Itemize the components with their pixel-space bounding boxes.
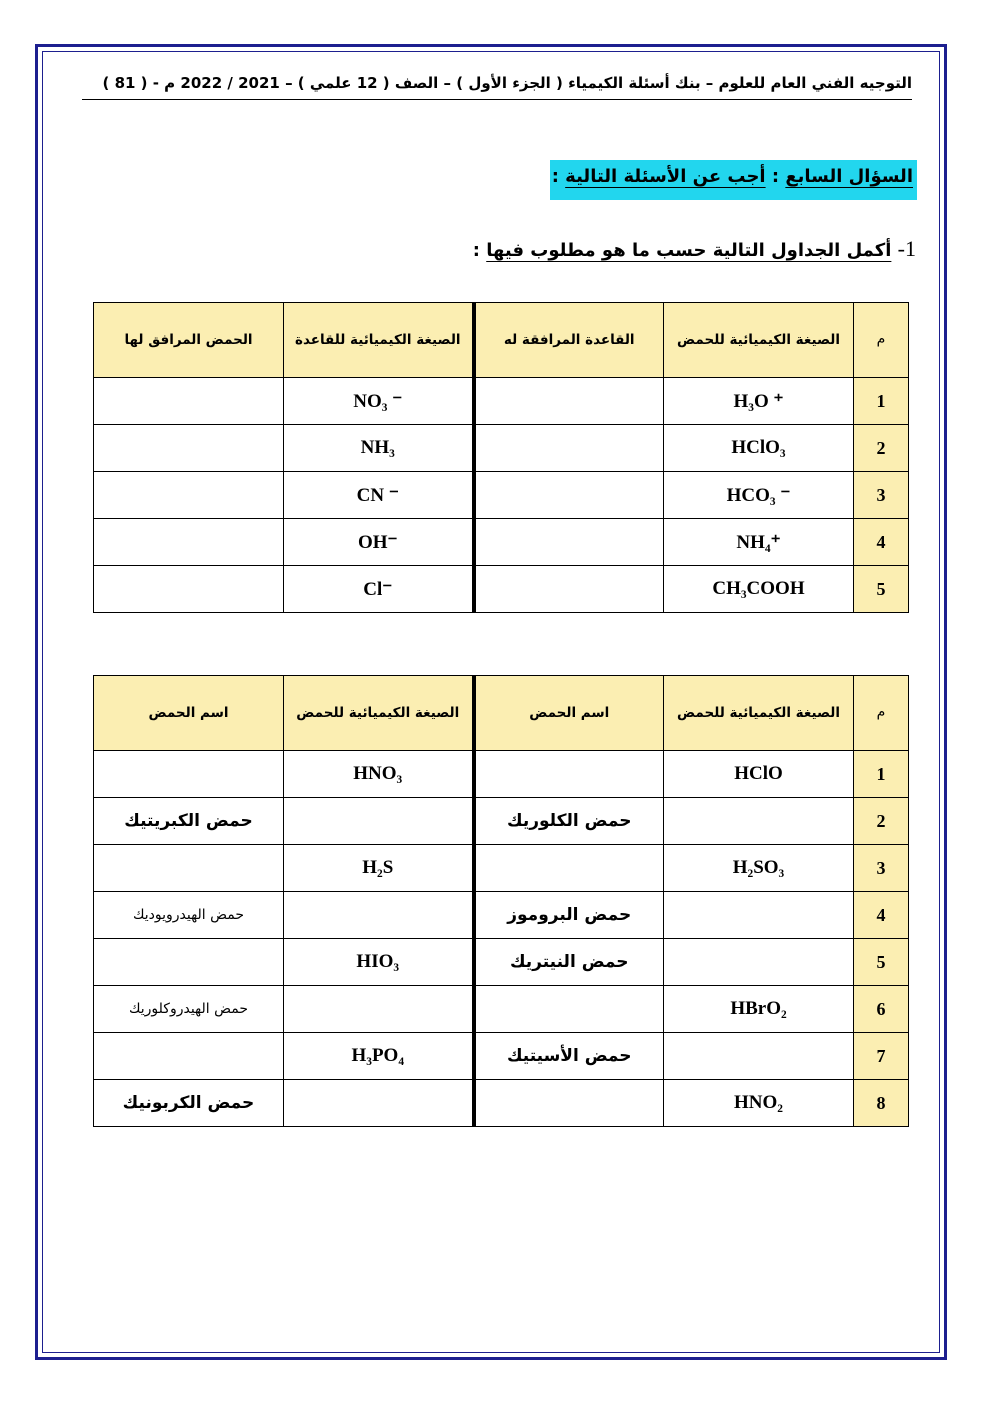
row-number: 8 [854, 1080, 909, 1127]
acid-formula-cell: HCO₃ ⁻ [664, 472, 854, 519]
acid-name-cell[interactable] [94, 845, 284, 892]
conj-acid-cell[interactable] [94, 566, 284, 613]
acid-name-cell[interactable] [474, 751, 664, 798]
base-formula-cell: CN ⁻ [284, 472, 474, 519]
table-row [94, 892, 909, 939]
acid-formula-cell[interactable]: H₂S [284, 845, 474, 892]
instruction [456, 236, 916, 262]
acid-name-cell[interactable] [94, 1033, 284, 1080]
acid-formula-cell[interactable] [664, 1033, 854, 1080]
base-formula-cell: NH₃ [284, 425, 474, 472]
acid-name-cell[interactable] [94, 751, 284, 798]
row-number: 1 [854, 378, 909, 425]
base-formula-cell: OH⁻ [284, 519, 474, 566]
header-name1: اسم الحمض [474, 676, 664, 751]
conj-base-cell[interactable] [474, 519, 664, 566]
conj-base-cell[interactable] [474, 425, 664, 472]
header-text: التوجيه الفني العام للعلوم – بنك أسئلة الكيمياء ( الجزء الأول ) – الصف ( 12 علمي ) – 2021 / 2022 م - [147, 74, 912, 92]
row-number: 3 [854, 472, 909, 519]
table-row [94, 378, 909, 425]
acid-name-cell[interactable]: حمض الكربونيك [94, 1080, 284, 1127]
table-header-row [94, 676, 909, 751]
table-row [94, 939, 909, 986]
acid-formula-cell: CH₃COOH [664, 566, 854, 613]
conj-base-cell[interactable] [474, 566, 664, 613]
acid-formula-cell: H₃O ⁺ [664, 378, 854, 425]
acid-formula-cell[interactable] [284, 986, 474, 1033]
acid-formula-cell[interactable] [284, 892, 474, 939]
header-m: م [854, 676, 909, 751]
instruction-end: : [472, 240, 487, 261]
header-m: م [854, 303, 909, 378]
row-number: 2 [854, 798, 909, 845]
acid-name-cell[interactable]: حمض الكبريتيك [94, 798, 284, 845]
acid-name-cell[interactable]: حمض الهيدروكلوريك [94, 986, 284, 1033]
acid-formula-cell[interactable]: HClO [664, 751, 854, 798]
row-number: 1 [854, 751, 909, 798]
acid-formula-cell[interactable]: H₃PO₄ [284, 1033, 474, 1080]
conjugate-pairs-table [93, 302, 909, 613]
row-number: 4 [854, 892, 909, 939]
table-header-row [94, 303, 909, 378]
header-acid-formula: الصيغة الكيميائية للحمض [664, 303, 854, 378]
acid-name-cell[interactable] [94, 939, 284, 986]
question-separator: : [765, 166, 786, 187]
conj-acid-cell[interactable] [94, 425, 284, 472]
acid-formula-cell[interactable]: HNO₂ [664, 1080, 854, 1127]
header-conj-acid: الحمض المرافق لها [94, 303, 284, 378]
row-number: 4 [854, 519, 909, 566]
table-row [94, 519, 909, 566]
header-formula2: الصيغة الكيميائية للحمض [284, 676, 474, 751]
conj-base-cell[interactable] [474, 472, 664, 519]
conj-acid-cell[interactable] [94, 472, 284, 519]
instruction-number: 1- [897, 236, 916, 261]
question-end: : [551, 166, 566, 187]
table-row [94, 751, 909, 798]
conj-acid-cell[interactable] [94, 519, 284, 566]
acid-name-cell[interactable] [474, 986, 664, 1033]
table-row [94, 425, 909, 472]
question-title: السؤال السابع [785, 166, 913, 187]
page-number: ( 81 ) [102, 74, 148, 92]
acid-formula-cell[interactable] [664, 892, 854, 939]
instruction-text: أكمل الجداول التالية حسب ما هو مطلوب فيها [486, 240, 892, 261]
acid-formula-cell: HClO₃ [664, 425, 854, 472]
conj-base-cell[interactable] [474, 378, 664, 425]
header-formula1: الصيغة الكيميائية للحمض [664, 676, 854, 751]
acid-name-cell[interactable]: حمض البروموز [474, 892, 664, 939]
acid-formula-cell[interactable] [664, 798, 854, 845]
acid-names-table [93, 675, 909, 1127]
row-number: 3 [854, 845, 909, 892]
table-row [94, 566, 909, 613]
acid-name-cell[interactable]: حمض الأسيتيك [474, 1033, 664, 1080]
page-header [82, 74, 912, 92]
table-row [94, 986, 909, 1033]
acid-name-cell[interactable] [474, 1080, 664, 1127]
table-row [94, 1080, 909, 1127]
header-divider [82, 99, 912, 100]
question-heading [550, 160, 917, 200]
table-row [94, 472, 909, 519]
acid-name-cell[interactable]: حمض الهيدرويوديك [94, 892, 284, 939]
acid-formula-cell[interactable]: H₂SO₃ [664, 845, 854, 892]
acid-formula-cell: NH₄⁺ [664, 519, 854, 566]
base-formula-cell: NO₃ ⁻ [284, 378, 474, 425]
conj-acid-cell[interactable] [94, 378, 284, 425]
acid-formula-cell[interactable] [664, 939, 854, 986]
header-conj-base: القاعدة المرافقة له [474, 303, 664, 378]
table-row [94, 1033, 909, 1080]
acid-formula-cell[interactable] [284, 798, 474, 845]
acid-formula-cell[interactable] [284, 1080, 474, 1127]
acid-formula-cell[interactable]: HNO₃ [284, 751, 474, 798]
row-number: 6 [854, 986, 909, 1033]
table-row [94, 798, 909, 845]
header-base-formula: الصيغة الكيميائية للقاعدة [284, 303, 474, 378]
acid-formula-cell[interactable]: HIO₃ [284, 939, 474, 986]
row-number: 5 [854, 566, 909, 613]
acid-name-cell[interactable]: حمض الكلوريك [474, 798, 664, 845]
row-number: 5 [854, 939, 909, 986]
header-name2: اسم الحمض [94, 676, 284, 751]
acid-name-cell[interactable]: حمض النيتريك [474, 939, 664, 986]
row-number: 2 [854, 425, 909, 472]
acid-name-cell[interactable] [474, 845, 664, 892]
acid-formula-cell[interactable]: HBrO₂ [664, 986, 854, 1033]
table-row [94, 845, 909, 892]
row-number: 7 [854, 1033, 909, 1080]
base-formula-cell: Cl⁻ [284, 566, 474, 613]
question-subtitle: أجب عن الأسئلة التالية [565, 166, 766, 187]
